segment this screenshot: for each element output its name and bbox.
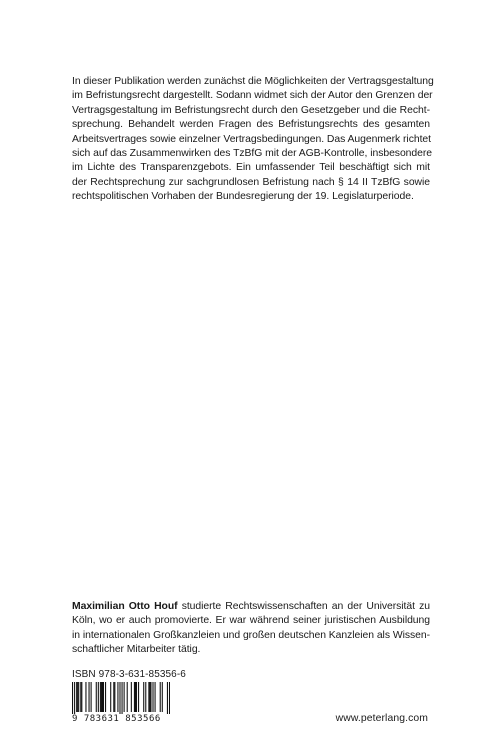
barcode-bar (135, 682, 136, 712)
barcode-bar (119, 682, 120, 714)
barcode-bar (102, 682, 103, 712)
author-bio (72, 600, 430, 658)
book-description (72, 75, 434, 205)
barcode-bar (110, 682, 111, 712)
barcode-bar (148, 682, 149, 712)
barcode-bar (149, 682, 150, 712)
description-line: im Befristungsrecht dargestellt. Sodann widmet sich der Autor den Grenzen der (72, 90, 433, 102)
barcode-bar (113, 682, 114, 712)
barcode-bar (76, 682, 77, 712)
description-line: In dieser Publikation werden zunächst die Möglichkeiten der Vertragsgestaltung (72, 76, 434, 87)
author-bio-line: schaftlicher Mitarbeiter tätig. (72, 644, 201, 656)
barcode-bar (138, 682, 139, 712)
barcode-bar (160, 682, 161, 712)
barcode-bar (152, 682, 153, 712)
barcode-bar (89, 682, 90, 712)
description-line: sich auf das Zusammenwirken des TzBfG mit der AGB-Kontrolle, insbesondere (72, 148, 432, 160)
barcode-bar (167, 682, 168, 714)
description-line: Vertragsgestaltung im Befristungsrecht durch den Gesetzgeber und die Recht- (72, 104, 430, 116)
barcode-bar (98, 682, 99, 712)
barcode-bar (169, 682, 170, 714)
isbn-label: ISBN 978-3-631-85356-6 (72, 669, 186, 680)
barcode-bar (101, 682, 102, 712)
barcode-bar (134, 682, 135, 712)
barcode-bar (155, 682, 156, 712)
barcode-bar (105, 682, 106, 712)
description-line: der Rechtsprechung zur sachgrundlosen Befristung nach § 14 II TzBfG sowie (72, 176, 430, 188)
barcode-bar (96, 682, 97, 712)
description-line: rechtspolitischen Vorhaben der Bundesregierung der 19. Legislaturperiode. (72, 191, 414, 203)
author-bio-line: in internationalen Großkanzleien und großen deutschen Kanzleien als Wissen- (72, 629, 430, 641)
barcode-bar (145, 682, 146, 712)
author-bio-line (72, 600, 430, 614)
author-bio-line: Köln, wo er auch promovierte. Er war während seiner juristischen Ausbildung (72, 615, 430, 627)
description-line: sprechung. Behandelt werden Fragen des Befristungsrechts des gesamten (72, 119, 430, 131)
author-bio-text: studierte Rechtswissenschaften an der Universität zu (177, 601, 430, 612)
barcode-bar (150, 682, 151, 712)
barcode-digits: 9 783631 853566 (72, 714, 161, 724)
barcode-bar (85, 682, 86, 712)
barcode-bar (74, 682, 75, 714)
barcode-bar (72, 682, 73, 714)
barcode-bar (131, 682, 132, 712)
barcode-bar (81, 682, 82, 712)
barcode-bar (100, 682, 101, 712)
barcode-bar (124, 682, 125, 712)
description-line: Arbeitsvertrages sowie einzelner Vertragsbedingungen. Das Augenmerk richtet (72, 133, 431, 145)
barcode-bar (114, 682, 115, 712)
isbn-barcode (72, 682, 170, 714)
barcode-bar (78, 682, 79, 712)
author-name: Maximilian Otto Houf (72, 601, 178, 612)
barcode-bar (80, 682, 81, 712)
barcode-bar (91, 682, 92, 712)
barcode-bar (143, 682, 144, 712)
barcode-bar (122, 682, 123, 714)
barcode-bar (136, 682, 137, 712)
description-line: im Lichte des Transparenzgebots. Ein umfassender Teil beschäftigt sich mit (72, 162, 430, 174)
barcode-bar (162, 682, 163, 712)
barcode-bar (117, 682, 118, 712)
barcode-bar (103, 682, 104, 712)
barcode-bar (127, 682, 128, 712)
barcode-bar (77, 682, 78, 712)
publisher-website[interactable]: www.peterlang.com (335, 713, 428, 724)
